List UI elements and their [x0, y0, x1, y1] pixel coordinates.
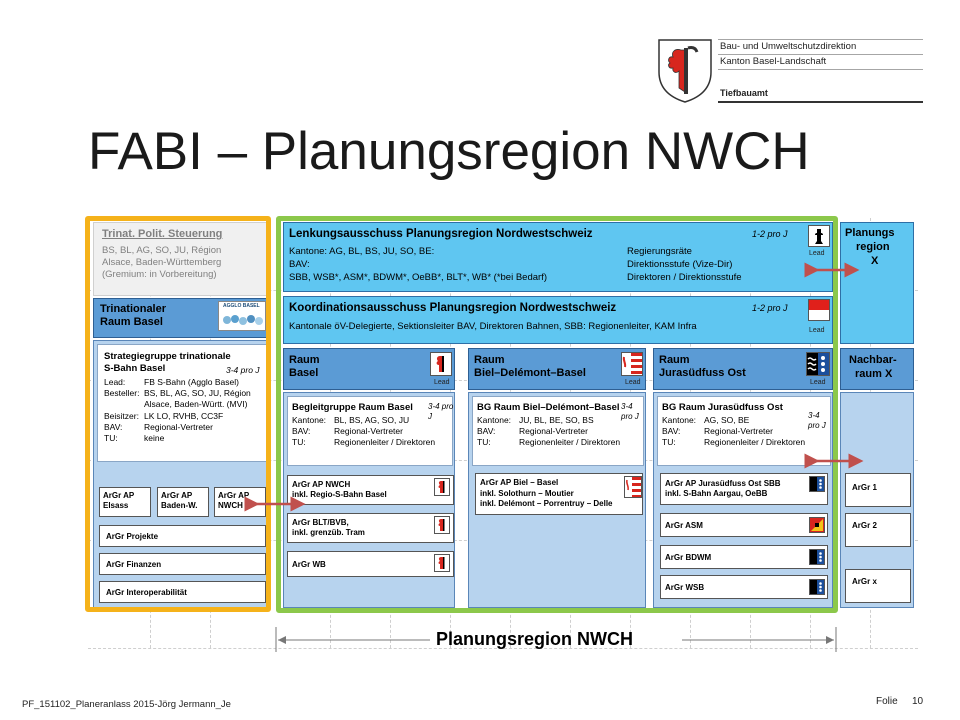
strategie-row-key: Beisitzer:: [104, 411, 139, 421]
bg-row-key: BAV:: [477, 426, 496, 436]
bg-title: BG Raum Jurasüdfuss Ost: [662, 402, 783, 413]
bg-title: BG Raum Biel–Delémont–Basel: [477, 402, 620, 413]
trinat-line: Alsace, Baden-Württemberg: [102, 257, 222, 268]
footer-page-number: 10: [912, 696, 924, 707]
footer-filename: PF_151102_Planeranlass 2015-Jörg Jermann_Je: [22, 699, 231, 710]
bg-row-value: Regional-Vertreter: [704, 426, 773, 436]
nachbarraum-label: Nachbar-: [849, 354, 897, 366]
bg-row-key: TU:: [662, 437, 676, 447]
trinationaler-title-2: Raum Basel: [100, 316, 163, 328]
page-title: FABI – Planungsregion NWCH: [88, 122, 810, 181]
argr-label: ArGr AP Biel – Basel inkl. Solothurn – Moutier inkl. Delémont – Porrentruy – Delle: [480, 478, 613, 508]
raum-lead: Lead: [434, 379, 450, 386]
bg-row-value: Regionenleiter / Direktoren: [704, 437, 806, 447]
bg-row-value: JU, BL, BE, SO, BS: [519, 415, 594, 425]
lenkung-col1: SBB, WSB*, ASM*, BDWM*, OeBB*, BLT*, WB* (*bei Bedarf): [289, 272, 547, 283]
dept-line-2: Kanton Basel-Landschaft: [720, 56, 827, 67]
bg-row-value: Regional-Vertreter: [519, 426, 588, 436]
bg-freq: 3-4 pro J: [621, 402, 639, 421]
argr-label: ArGr AP NWCH inkl. Regio-S-Bahn Basel: [292, 480, 387, 499]
argr-label: ArGr AP Jurasüdfuss Ost SBB inkl. S-Bahn Aargau, OeBB: [665, 479, 781, 498]
argr-label: ArGr WB: [292, 560, 326, 569]
lenkung-freq: 1-2 pro J: [752, 229, 788, 239]
lenkung-col2: Direktoren / Direktionsstufe: [627, 272, 742, 283]
bg-row-value: BL, BS, AG, SO, JU: [334, 415, 410, 425]
planungsregion-x-label: region: [856, 241, 890, 253]
argr-label: ArGr 2: [852, 521, 877, 530]
koord-line: Kantonale öV-Delegierte, Sektionsleiter BAV, Direktoren Bahnen, SBB: Regionenleiter, KAM Infra: [289, 321, 697, 332]
trinat-title: Trinat. Polit. Steuerung: [102, 228, 223, 240]
lenkung-col2: Direktionsstufe (Vize-Dir): [627, 259, 733, 270]
raum-title: Jurasüdfuss Ost: [659, 367, 746, 379]
strategie-row-key: TU:: [104, 433, 118, 443]
planungsregion-x-label: X: [871, 255, 879, 267]
planungsregion-nwch-label: Planungsregion NWCH: [436, 629, 633, 649]
koord-title: Koordinationsausschuss Planungsregion Nordwestschweiz: [289, 302, 617, 314]
strategie-row-key: Besteller:: [104, 388, 140, 398]
argr-label: ArGr AP Elsass: [103, 491, 135, 510]
dept-line-1: Bau- und Umweltschutzdirektion: [720, 41, 857, 52]
strategie-row-value: keine: [144, 433, 165, 443]
argr-label: ArGr AP NWCH: [218, 491, 250, 510]
strategie-row-value: BS, BL, AG, SO, JU, Région: [144, 388, 251, 398]
argr-label: ArGr 1: [852, 483, 877, 492]
strategie-title-2: S-Bahn Basel: [104, 363, 166, 374]
trinat-line: (Gremium: in Vorbereitung): [102, 269, 217, 280]
argr-label: ArGr BLT/BVB, inkl. grenzüb. Tram: [292, 518, 365, 537]
bg-row-key: TU:: [292, 437, 306, 447]
strategie-freq: 3-4 pro J: [226, 365, 260, 375]
bg-title: Begleitgruppe Raum Basel: [292, 402, 413, 413]
koord-freq: 1-2 pro J: [752, 303, 788, 313]
bg-row-value: Regionenleiter / Direktoren: [519, 437, 621, 447]
argr-label: ArGr AP Baden-W.: [161, 491, 198, 510]
raum-lead: Lead: [625, 379, 641, 386]
raum-title: Biel–Delémont–Basel: [474, 367, 586, 379]
raum-title: Raum: [289, 354, 320, 366]
bg-row-key: Kantone:: [477, 415, 512, 425]
bg-freq: 3-4 pro J: [808, 411, 826, 430]
strategie-row-value: FB S-Bahn (Agglo Basel): [144, 377, 239, 387]
strategie-title-1: Strategiegruppe trinationale: [104, 351, 231, 362]
argr-label: ArGr Interoperabilität: [106, 588, 187, 597]
bg-row-key: BAV:: [292, 426, 311, 436]
lenkung-col2: Regierungsräte: [627, 246, 692, 257]
raum-title: Raum: [659, 354, 690, 366]
koord-lead: Lead: [809, 327, 825, 334]
bg-row-key: Kantone:: [292, 415, 327, 425]
argr-label: ArGr Finanzen: [106, 560, 162, 569]
bg-freq: 3-4 pro J: [428, 402, 454, 421]
strategie-row-key: Lead:: [104, 377, 126, 387]
raum-title: Raum: [474, 354, 505, 366]
strategie-row-value: Alsace, Baden-Württ. (MVI): [144, 399, 248, 409]
bg-row-key: BAV:: [662, 426, 681, 436]
footer-folie-label: Folie: [876, 696, 898, 707]
argr-label: ArGr ASM: [665, 521, 703, 530]
planungsregion-x-label: Planungs: [845, 227, 895, 239]
lenkung-lead: Lead: [809, 250, 825, 257]
strategie-row-value: Regional-Vertreter: [144, 422, 213, 432]
trinationaler-title-1: Trinationaler: [100, 303, 167, 315]
strategie-row-key: BAV:: [104, 422, 123, 432]
bg-row-key: TU:: [477, 437, 491, 447]
lenkung-col1: Kantone: AG, BL, BS, JU, SO, BE:: [289, 246, 435, 257]
dept-line-3: Tiefbauamt: [720, 88, 768, 98]
bg-row-value: AG, SO, BE: [704, 415, 750, 425]
argr-label: ArGr WSB: [665, 583, 705, 592]
trinat-line: BS, BL, AG, SO, JU, Région: [102, 245, 222, 256]
nachbarraum-label: raum X: [855, 368, 893, 380]
agglo-logo-label: AGGLO BASEL: [223, 303, 260, 309]
strategie-row-value: LK LO, RVHB, CC3F: [144, 411, 224, 421]
argr-label: ArGr x: [852, 577, 877, 586]
raum-lead: Lead: [810, 379, 826, 386]
bg-row-value: Regional-Vertreter: [334, 426, 403, 436]
argr-label: ArGr Projekte: [106, 532, 159, 541]
bg-row-value: Regionenleiter / Direktoren: [334, 437, 436, 447]
bg-row-key: Kantone:: [662, 415, 697, 425]
lenkung-col1: BAV:: [289, 259, 310, 270]
raum-title: Basel: [289, 367, 319, 379]
argr-label: ArGr BDWM: [665, 553, 712, 562]
lenkung-title: Lenkungsausschuss Planungsregion Nordwestschweiz: [289, 228, 593, 240]
